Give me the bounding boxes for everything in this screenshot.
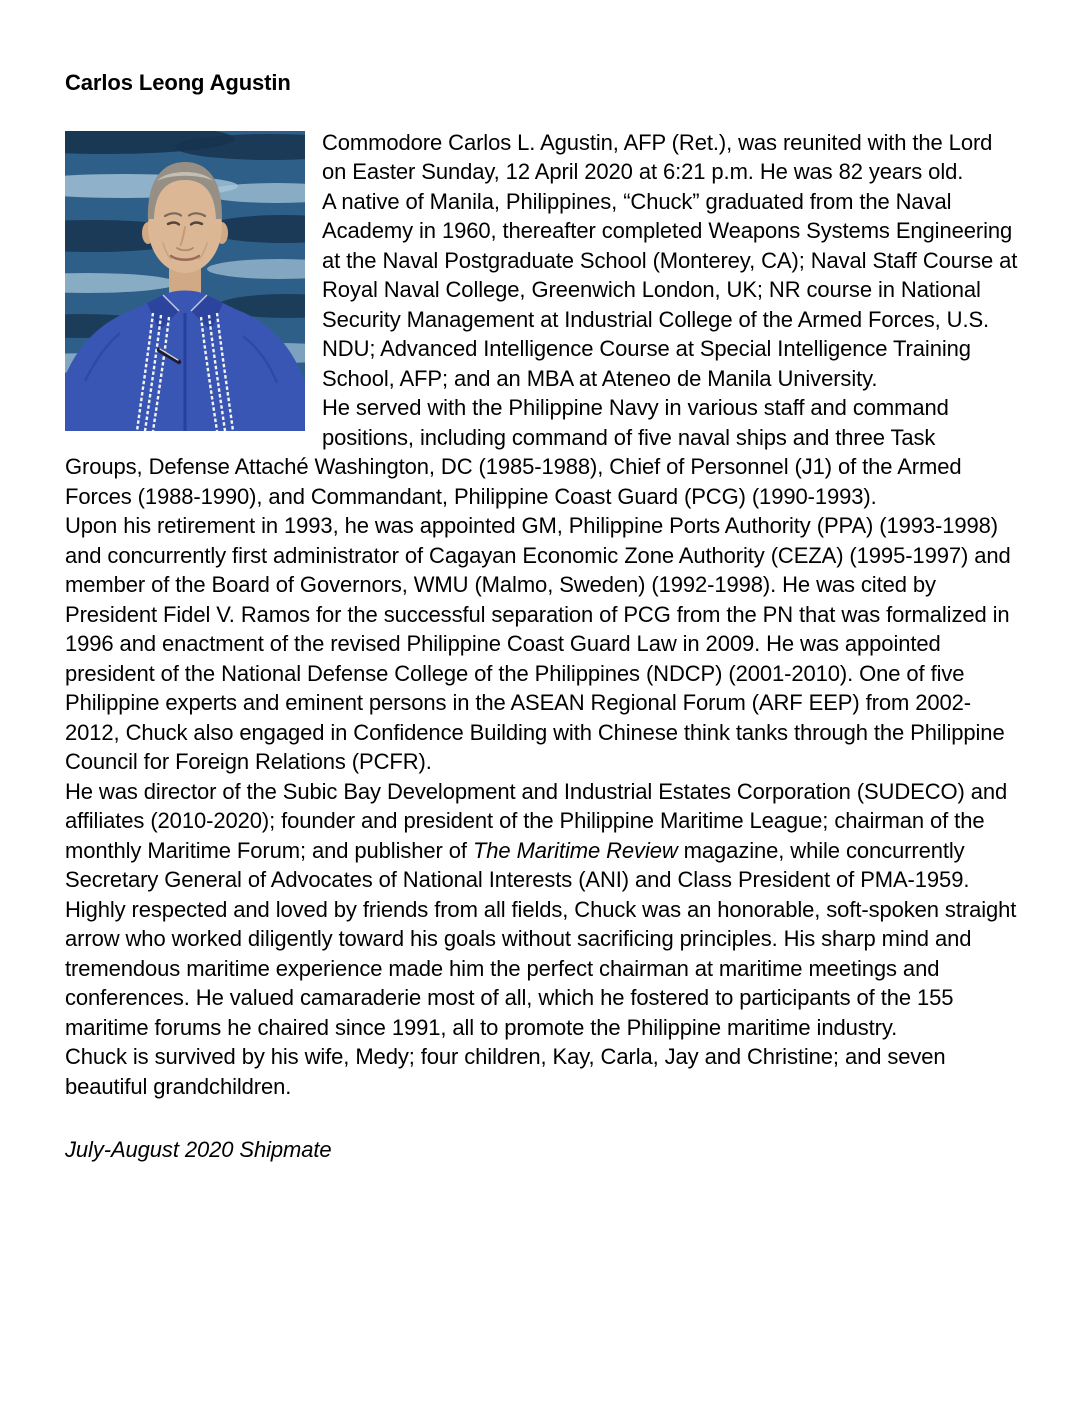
magazine-title: The Maritime Review [472, 837, 678, 863]
obituary-body [65, 128, 1018, 1165]
directorships-text-before: He was director of the Subic Bay Development and Industrial Estates Corporation (SUDECO) and affiliates (2010-2020); founder and president of the Philippine Maritime League; chairman of the monthly Maritime Forum; and publisher of [65, 778, 1008, 863]
source-citation: July-August 2020 Shipmate [65, 1137, 332, 1162]
paragraph-education: A native of Manila, Philippines, “Chuck” graduated from the Naval Academy in 1960, thereafter completed Weapons Systems Engineering at the Naval Postgraduate School (Monterey, CA); Naval Staff Course at Royal Naval College, Greenwich London, UK; NR course in National Security Management at Industrial College of the Armed Forces, U.S. NDU; Advanced Intelligence Course at Special Intelligence Training School, AFP; and an MBA at Ateneo de Manila University. [322, 188, 1018, 391]
page-title: Carlos Leong Agustin [65, 70, 291, 95]
portrait-photo [65, 131, 305, 431]
directorships-text-after: magazine, while concurrently Secretary General of Advocates of National Interests (ANI) and Class President of PMA-1959. [65, 837, 970, 892]
paragraph-navy-service: He served with the Philippine Navy in various staff and command positions, including command of five naval ships and three Task Groups, Defense Attaché Washington, DC (1985-1988), Chief of Personnel (J1) of the Armed Forces (1988-1990), and Commandant, Philippine Coast Guard (PCG) (1990-1993). [65, 395, 962, 509]
paragraph-post-retirement: Upon his retirement in 1993, he was appointed GM, Philippine Ports Authority (PPA) (1993-1998) and concurrently first administrator of Cagayan Economic Zone Authority (CEZA) (1995-1997) and member of the Board of Governors, WMU (Malmo, Sweden) (1992-1998). He was cited by President Fidel V. Ramos for the successful separation of PCG from the PN that was formalized in 1996 and enactment of the revised Philippine Coast Guard Law in 2009. He was appointed president of the National Defense College of the Philippines (NDCP) (2001-2010). One of five Philippine experts and eminent persons in the ASEAN Regional Forum (ARF EEP) from 2002-2012, Chuck also engaged in Confidence Building with Chinese think tanks through the Philippine Council for Foreign Relations (PCFR). [65, 513, 1011, 774]
paragraph-directorships [65, 777, 1018, 895]
portrait-photo-image [65, 131, 305, 431]
paragraph-passing: Commodore Carlos L. Agustin, AFP (Ret.), was reunited with the Lord on Easter Sunday, 12 April 2020 at 6:21 p.m. He was 82 years old. [322, 129, 993, 184]
paragraph-survived-by: Chuck is survived by his wife, Medy; four children, Kay, Carla, Jay and Christine; and seven beautiful grandchildren. [65, 1044, 946, 1099]
paragraph-tribute: Highly respected and loved by friends from all fields, Chuck was an honorable, soft-spoken straight arrow who worked diligently toward his goals without sacrificing principles. His sharp mind and tremendous maritime experience made him the perfect chairman at maritime meetings and conferences. He valued camaraderie most of all, which he fostered to participants of the 155 maritime forums he chaired since 1991, all to promote the Philippine maritime industry. [65, 896, 1017, 1040]
